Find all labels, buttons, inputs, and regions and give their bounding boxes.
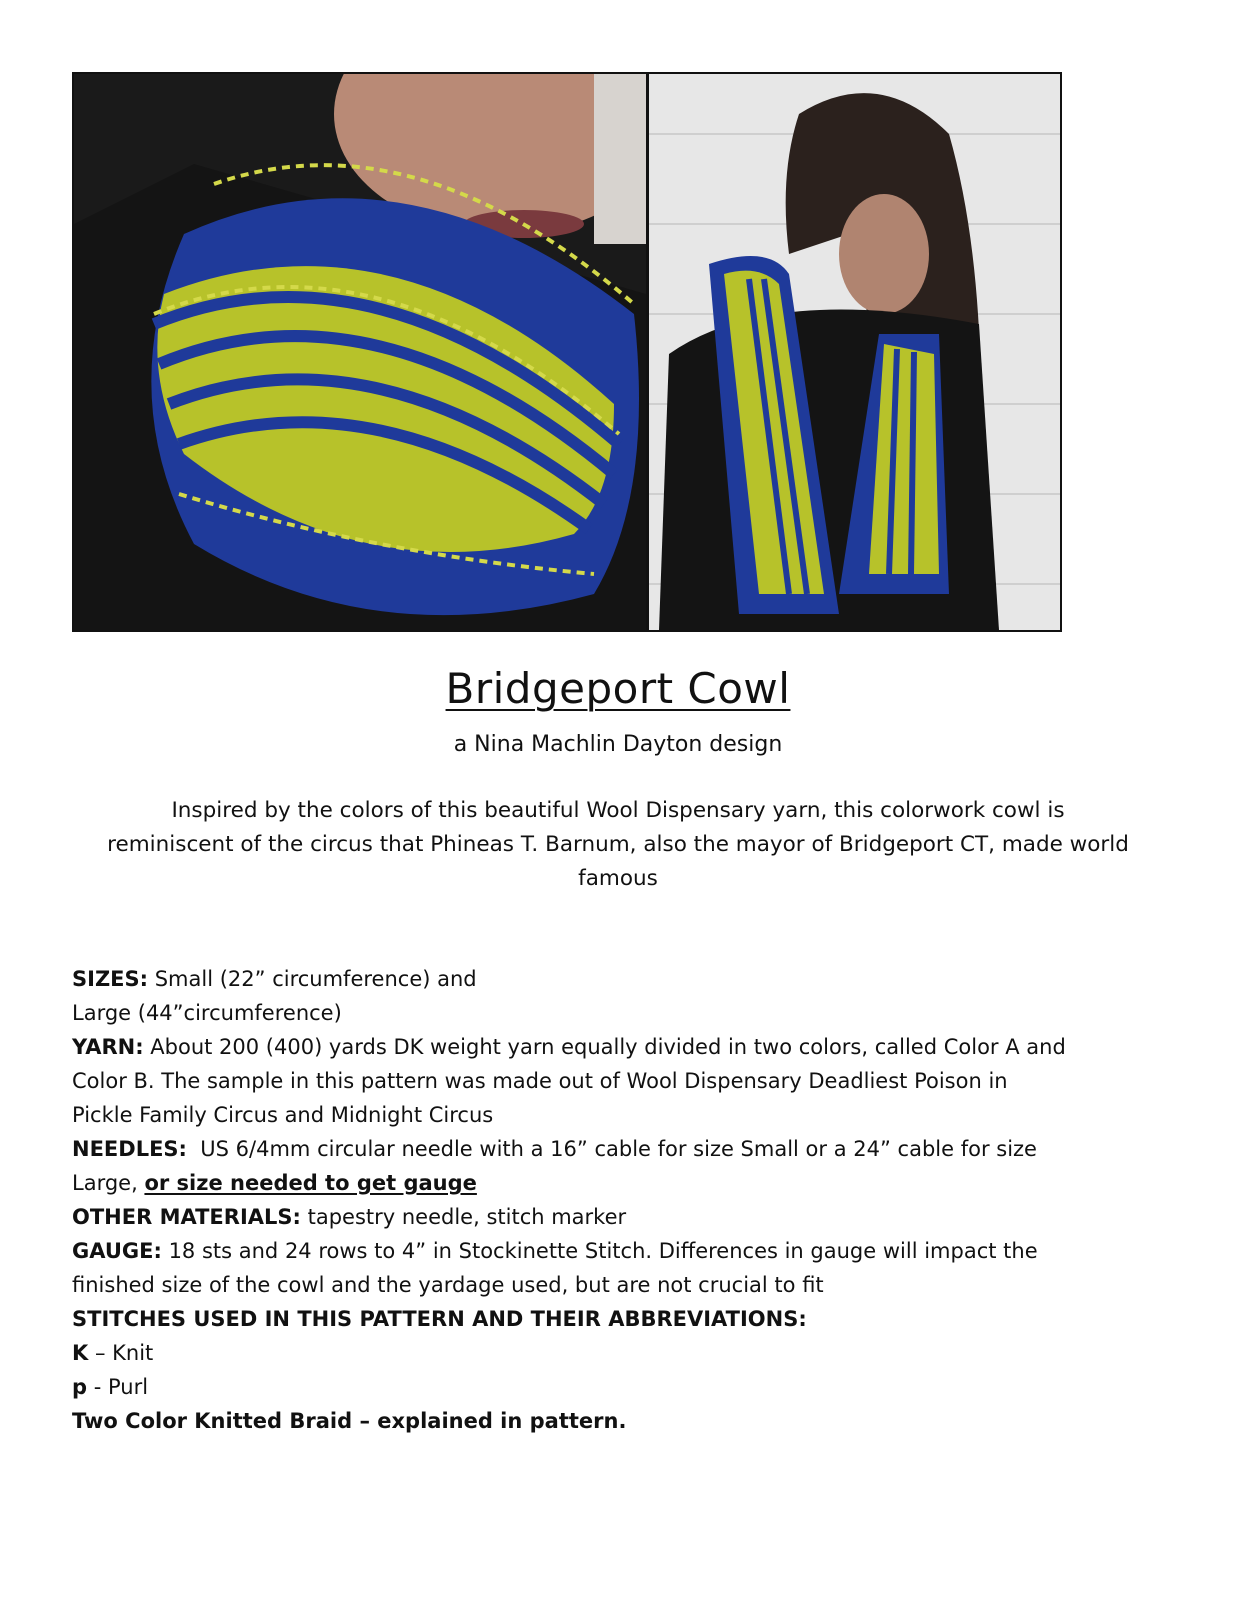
purl-abbr: p	[72, 1375, 88, 1399]
yarn-text: Pickle Family Circus and Midnight Circus	[72, 1103, 494, 1127]
purl-abbr-line	[72, 1370, 1162, 1404]
intro-line: famous	[578, 866, 658, 891]
gauge-note: or size needed to get gauge	[144, 1171, 477, 1195]
stitches-heading-text: STITCHES USED IN THIS PATTERN AND THEIR ABBREVIATIONS:	[72, 1307, 807, 1331]
intro-line: Inspired by the colors of this beautiful Wool Dispensary yarn, this colorwork cowl is	[171, 798, 1065, 823]
needles-label: NEEDLES:	[72, 1137, 187, 1161]
needles-line-2	[72, 1166, 1162, 1200]
gauge-text: 18 sts and 24 rows to 4” in Stockinette Stitch. Differences in gauge will impact the	[161, 1239, 1038, 1263]
braid-text: Two Color Knitted Braid – explained in pattern.	[72, 1409, 627, 1433]
sizes-line	[72, 962, 1162, 996]
yarn-line	[72, 1030, 1162, 1064]
purl-text: - Purl	[87, 1375, 149, 1399]
knit-text: – Knit	[88, 1341, 154, 1365]
braid-line	[72, 1404, 1162, 1438]
yarn-label: YARN:	[72, 1035, 144, 1059]
knit-abbr-line	[72, 1336, 1162, 1370]
sizes-line-2	[72, 996, 1162, 1030]
yarn-line-2	[72, 1064, 1162, 1098]
intro-line: reminiscent of the circus that Phineas T. Barnum, also the mayor of Bridgeport CT, made world	[107, 832, 1129, 857]
pattern-details	[72, 962, 1162, 1438]
designer-credit: a Nina Machlin Dayton design	[453, 732, 783, 757]
needles-text: US 6/4mm circular needle with a 16” cable for size Small or a 24” cable for size	[186, 1137, 1037, 1161]
sizes-text: Small (22” circumference) and	[148, 967, 477, 991]
cowl-closeup-photo	[74, 74, 649, 630]
yarn-line-3	[72, 1098, 1162, 1132]
yarn-text: Color B. The sample in this pattern was made out of Wool Dispensary Deadliest Poison in	[72, 1069, 1008, 1093]
needles-line	[72, 1132, 1162, 1166]
gauge-label: GAUGE:	[72, 1239, 162, 1263]
photo-frame	[72, 72, 1062, 632]
materials-text: tapestry needle, stitch marker	[300, 1205, 627, 1229]
yarn-text: About 200 (400) yards DK weight yarn equally divided in two colors, called Color A and	[143, 1035, 1066, 1059]
materials-label: OTHER MATERIALS:	[72, 1205, 301, 1229]
knit-abbr: K	[72, 1341, 89, 1365]
stitches-heading	[72, 1302, 1162, 1336]
intro-paragraph	[70, 794, 1166, 896]
pattern-title: Bridgeport Cowl	[445, 664, 791, 713]
gauge-text: finished size of the cowl and the yardage used, but are not crucial to fit	[72, 1273, 824, 1297]
gauge-line-2	[72, 1268, 1162, 1302]
cowl-full-photo	[649, 74, 1060, 630]
sizes-label: SIZES:	[72, 967, 149, 991]
sizes-text: Large (44”circumference)	[72, 1001, 342, 1025]
needles-text: Large,	[72, 1171, 145, 1195]
gauge-line	[72, 1234, 1162, 1268]
materials-line	[72, 1200, 1162, 1234]
